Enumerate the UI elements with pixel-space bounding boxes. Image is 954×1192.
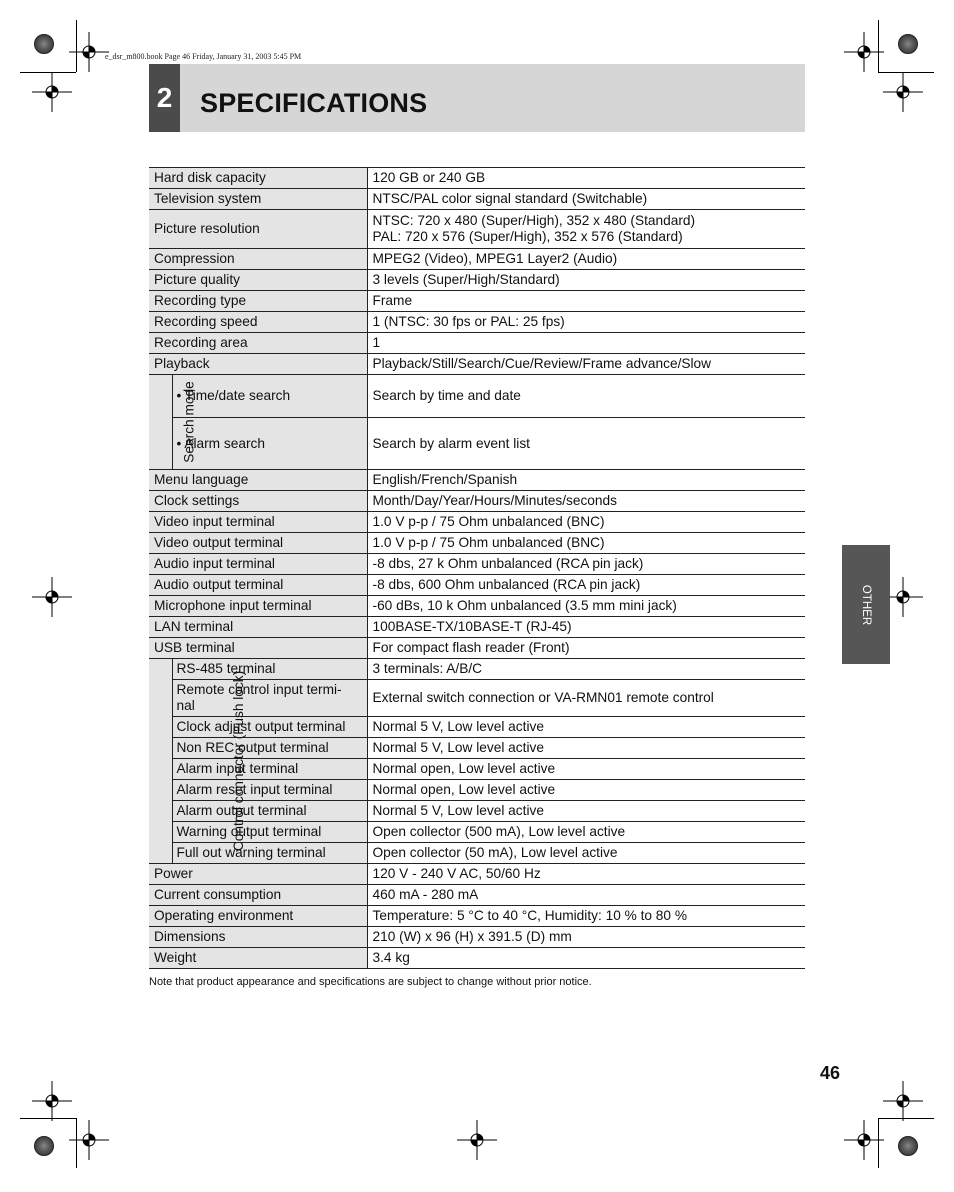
spec-label: Clock adjust output terminal [172,717,367,738]
spec-label: RS-485 terminal [172,659,367,680]
spec-label: Video output terminal [149,533,367,554]
spec-label: Playback [149,354,367,375]
spec-row [149,885,805,906]
search-mode-group [149,375,197,470]
chapter-number: 2 [149,64,180,132]
spec-label: • Time/date search [172,375,367,418]
registration-target [34,34,54,54]
spec-value: -8 dbs, 27 k Ohm unbalanced (RCA pin jack) [367,554,805,575]
spec-row [149,291,805,312]
registration-target [34,1136,54,1156]
spec-value-line: NTSC: 720 x 480 (Super/High), 352 x 480 (Standard) [372,213,696,228]
spec-value: Normal 5 V, Low level active [367,717,805,738]
spec-row [149,617,805,638]
spec-label: Alarm reset input terminal [172,780,367,801]
spec-table-body [149,168,805,969]
spec-value: Normal 5 V, Low level active [367,738,805,759]
spec-row [149,375,805,418]
spec-value: Normal open, Low level active [367,780,805,801]
spec-value: 210 (W) x 96 (H) x 391.5 (D) mm [367,927,805,948]
spec-row [149,638,805,659]
spec-value: Month/Day/Year/Hours/Minutes/seconds [367,491,805,512]
spec-label: Picture quality [149,270,367,291]
side-tab-label: OTHER [860,584,872,625]
spec-value: Open collector (500 mA), Low level active [367,822,805,843]
spec-row [149,554,805,575]
crop-line [76,20,77,72]
control-connector-group-label: Control connector (Push lock) [231,670,247,852]
spec-row [149,354,805,375]
spec-label: LAN terminal [149,617,367,638]
side-tab-label-wrap [842,545,890,664]
registration-crosshair [32,1081,72,1121]
registration-crosshair [457,1120,497,1160]
spec-label: Power [149,864,367,885]
spec-label: Clock settings [149,491,367,512]
spec-label: Recording type [149,291,367,312]
spec-label: USB terminal [149,638,367,659]
spec-label: Alarm output terminal [172,801,367,822]
spec-value-line: PAL: 720 x 576 (Super/High), 352 x 576 (Standard) [372,229,683,244]
spec-value: 3 levels (Super/High/Standard) [367,270,805,291]
spec-value: For compact flash reader (Front) [367,638,805,659]
crop-line [878,1118,879,1168]
spec-label: Audio output terminal [149,575,367,596]
spec-row [149,249,805,270]
spec-label: Recording area [149,333,367,354]
spec-row [149,906,805,927]
registration-crosshair [32,72,72,112]
spec-row [149,822,805,843]
spec-label: Operating environment [149,906,367,927]
spec-label: Microphone input terminal [149,596,367,617]
spec-label: Picture resolution [149,210,367,249]
spec-row [149,210,805,249]
spec-value: 120 V - 240 V AC, 50/60 Hz [367,864,805,885]
spec-value: Temperature: 5 °C to 40 °C, Humidity: 10 % to 80 % [367,906,805,927]
registration-target [898,1136,918,1156]
spec-row [149,491,805,512]
spec-row [149,801,805,822]
registration-crosshair [69,1120,109,1160]
spec-label: • Alarm search [172,418,367,470]
print-header: e_dsr_m800.book Page 46 Friday, January 31, 2003 5:45 PM [105,52,302,61]
spec-value: Open collector (50 mA), Low level active [367,843,805,864]
spec-value: 120 GB or 240 GB [367,168,805,189]
spec-value: 1.0 V p-p / 75 Ohm unbalanced (BNC) [367,533,805,554]
spec-value: 1.0 V p-p / 75 Ohm unbalanced (BNC) [367,512,805,533]
crop-line [76,1118,77,1168]
registration-crosshair [883,1081,923,1121]
registration-crosshair [32,577,72,617]
spec-row [149,333,805,354]
spec-label: Audio input terminal [149,554,367,575]
spec-label: Hard disk capacity [149,168,367,189]
spec-row [149,312,805,333]
page-number: 46 [820,1063,841,1083]
spec-row [149,864,805,885]
spec-row [149,270,805,291]
spec-row [149,189,805,210]
registration-crosshair [883,72,923,112]
spec-label: Current consumption [149,885,367,906]
spec-value: 460 mA - 280 mA [367,885,805,906]
spec-value: -60 dBs, 10 k Ohm unbalanced (3.5 mm mini jack) [367,596,805,617]
spec-label: Recording speed [149,312,367,333]
spec-value: Normal open, Low level active [367,759,805,780]
spec-row [149,738,805,759]
spec-row [149,168,805,189]
spec-value: 1 [367,333,805,354]
spec-value: 100BASE-TX/10BASE-T (RJ-45) [367,617,805,638]
spec-label [172,680,367,717]
spec-row [149,418,805,470]
spec-value: Search by alarm event list [367,418,805,470]
spec-value [367,210,805,249]
spec-label: Alarm input terminal [172,759,367,780]
spec-value: 1 (NTSC: 30 fps or PAL: 25 fps) [367,312,805,333]
crop-line [20,72,76,73]
spec-value: -8 dbs, 600 Ohm unbalanced (RCA pin jack) [367,575,805,596]
crop-line [878,1118,934,1119]
spec-label: Weight [149,948,367,969]
spec-value: NTSC/PAL color signal standard (Switchable) [367,189,805,210]
page-title: SPECIFICATIONS [200,88,428,118]
spec-row [149,780,805,801]
spec-row [149,680,805,717]
spec-value: 3.4 kg [367,948,805,969]
spec-row [149,659,805,680]
spec-label: Compression [149,249,367,270]
spec-row [149,533,805,554]
spec-label: Non REC output terminal [172,738,367,759]
spec-value: Search by time and date [367,375,805,418]
spec-row [149,470,805,491]
spec-value: External switch connection or VA-RMN01 remote control [367,680,805,717]
spec-label: Video input terminal [149,512,367,533]
registration-target [898,34,918,54]
spec-row [149,927,805,948]
spec-table [149,167,805,969]
spec-row [149,759,805,780]
registration-crosshair [69,32,109,72]
spec-row [149,575,805,596]
crop-line [878,72,934,73]
spec-label-line: Remote control input termi- [176,682,342,697]
spec-value: Frame [367,291,805,312]
footnote: Note that product appearance and specifications are subject to change without prior notice. [149,976,592,988]
spec-row [149,717,805,738]
spec-value: Normal 5 V, Low level active [367,801,805,822]
search-mode-group-label: Search mode [181,381,197,463]
spec-row [149,843,805,864]
crop-line [20,1118,76,1119]
spec-value: 3 terminals: A/B/C [367,659,805,680]
spec-label: Warning output terminal [172,822,367,843]
spec-value: English/French/Spanish [367,470,805,491]
spec-value: Playback/Still/Search/Cue/Review/Frame advance/Slow [367,354,805,375]
spec-row [149,512,805,533]
spec-label: Full out warning terminal [172,843,367,864]
spec-row [149,596,805,617]
spec-label: Menu language [149,470,367,491]
crop-line [878,20,879,72]
spec-label: Dimensions [149,927,367,948]
spec-row [149,948,805,969]
spec-label-line: nal [176,698,195,713]
spec-label: Television system [149,189,367,210]
spec-value: MPEG2 (Video), MPEG1 Layer2 (Audio) [367,249,805,270]
